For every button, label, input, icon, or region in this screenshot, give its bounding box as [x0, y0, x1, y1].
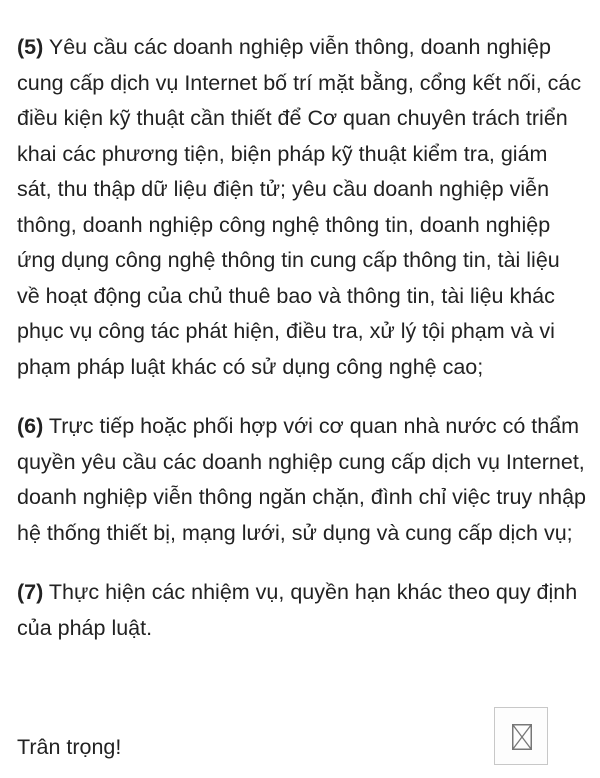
paragraph-text: Trực tiếp hoặc phối hợp với cơ quan nhà nước có thẩm quyền yêu cầu các doanh nghiệp cung cấp dịch vụ Internet, doanh nghiệp viễn thông ngăn chặn, đình chỉ việc truy nhập hệ thống thiết bị, mạng lưới, sử dụng và cung cấp dịch vụ;	[17, 414, 586, 545]
paragraph-text: Yêu cầu các doanh nghiệp viễn thông, doanh nghiệp cung cấp dịch vụ Internet bố trí mặt bằng, cổng kết nối, các điều kiện kỹ thuật cần thiết để Cơ quan chuyên trách triển khai các phương tiện, biện pháp kỹ thuật kiểm tra, giám sát, thu thập dữ liệu điện tử; yêu cầu doanh nghiệp viễn thông, doanh nghiệp công nghệ thông tin, doanh nghiệp ứng dụng công nghệ thông tin cung cấp thông tin, tài liệu về hoạt động của chủ thuê bao và thông tin, tài liệu khác phục vụ công tác phát hiện, điều tra, xử lý tội phạm và vi phạm pháp luật khác có sử dụng công nghệ cao;	[17, 35, 582, 379]
broken-image-icon	[512, 724, 532, 750]
paragraph-number: (6)	[17, 414, 44, 438]
article-body	[17, 30, 587, 670]
paragraph-text: Thực hiện các nhiệm vụ, quyền hạn khác theo quy định của pháp luật.	[17, 580, 578, 640]
paragraph-7	[17, 575, 587, 646]
image-placeholder[interactable]	[494, 707, 548, 765]
paragraph-6	[17, 409, 587, 551]
paragraph-5	[17, 30, 587, 385]
paragraph-number: (5)	[17, 35, 44, 59]
paragraph-number: (7)	[17, 580, 44, 604]
closing-text: Trân trọng!	[17, 735, 122, 759]
